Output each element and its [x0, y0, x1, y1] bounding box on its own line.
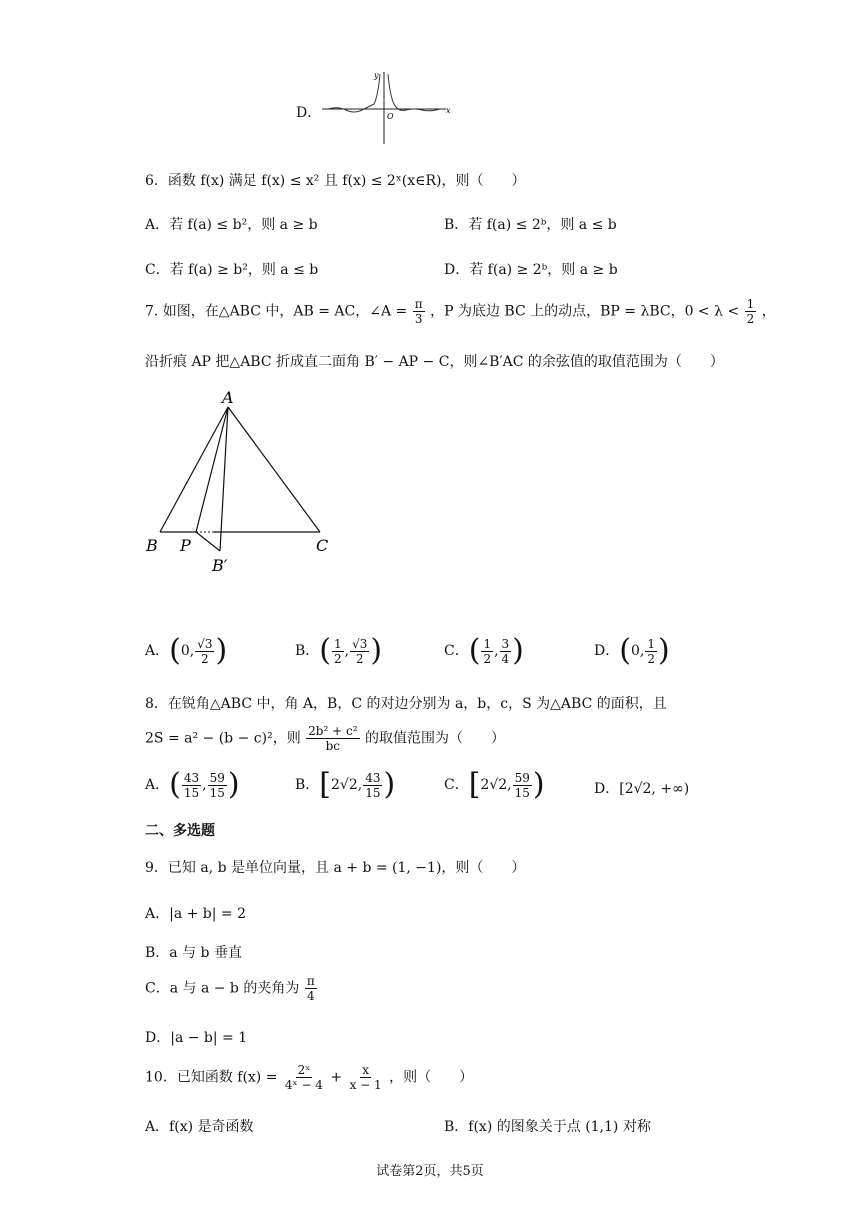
q7-lambda-fraction: [745, 297, 757, 326]
q9-option-d[interactable]: D．|a − b| = 1: [145, 1030, 248, 1046]
q7-option-c-den1: 2: [483, 651, 492, 666]
q7-option-a-den: 2: [201, 651, 209, 666]
q8-stem-suffix: 的取值范围为（ ）: [364, 730, 505, 747]
q10-frac2: [348, 1063, 384, 1092]
q7-stem-line2: 沿折痕 AP 把△ABC 折成直二面角 B′ − AP − C，则∠B′AC 的余弦值的取值范围为（ ）: [145, 354, 724, 370]
q8-option-c-left: 2√2,: [480, 777, 512, 793]
q9-option-c-den: 4: [306, 989, 315, 1003]
q7-lambda-num: 1: [746, 297, 755, 311]
q8-option-b-frac: [363, 771, 382, 800]
q7-option-d-label: D．: [594, 643, 620, 659]
fig-label-p: P: [180, 536, 191, 555]
q10-frac2-num: x: [362, 1063, 370, 1077]
q9-stem: 9．已知 a, b 是单位向量，且 a + b = (1, −1)，则（ ）: [145, 860, 526, 876]
q7-option-a-num: √3: [197, 636, 213, 651]
q8-option-c-label: C．: [444, 777, 469, 793]
q8-option-b-den: 15: [365, 785, 381, 800]
q7-option-d-frac: [645, 637, 657, 666]
q8-option-b[interactable]: B．[2√2, $\frac{43}{15}$ ): [295, 767, 396, 802]
q7-lambda-den: 2: [746, 312, 755, 326]
q7-option-b[interactable]: B．( $\frac{1}{2}$ , $\frac{√3}{2}$ ): [295, 633, 383, 668]
q7-option-c-label: C．: [444, 643, 469, 659]
q10-frac2-den: x − 1: [349, 1078, 382, 1092]
edge-pb-prime: [196, 532, 220, 551]
q10-frac1: [283, 1063, 325, 1092]
q7-option-a-frac: [195, 637, 214, 666]
q7-option-b-frac1: [332, 637, 344, 666]
q7-stem-end: ，: [761, 303, 776, 320]
q7-option-a[interactable]: A．(0, $\frac{√3}{2}$ ): [145, 633, 228, 668]
q7-angle-fraction: [413, 297, 425, 326]
fig-label-a: A: [222, 388, 234, 407]
q7-stem-prefix: 7. 如图，在△ABC 中，AB = AC，∠A =: [145, 303, 408, 320]
q9-option-a[interactable]: A．|a + b| = 2: [145, 906, 247, 922]
q8-stem-line1: 8．在锐角△ABC 中，角 A，B，C 的对边分别为 a，b，c，S 为△ABC 的面积，且: [145, 696, 667, 712]
q7-option-b-num2: √3: [352, 636, 368, 651]
section-title-multi-choice: 二、多选题: [145, 823, 215, 839]
q8-option-d[interactable]: [594, 778, 689, 798]
q7-option-d-num: 1: [647, 636, 655, 651]
q8-option-b-label: B．: [295, 777, 320, 793]
q7-option-c-num2: 3: [501, 636, 510, 651]
graph-x-label: x: [446, 106, 451, 115]
fig-label-c: C: [316, 536, 329, 555]
q7-angle-num: π: [414, 297, 423, 311]
q9-option-b[interactable]: B．a 与 b 垂直: [145, 945, 242, 961]
q8-option-a-num1: 43: [183, 770, 200, 785]
q5-option-d-graph: [318, 66, 458, 146]
edge-ap: [196, 407, 228, 532]
graph-y-label: y: [374, 71, 379, 80]
q8-option-c[interactable]: C．[2√2, $\frac{59}{15}$ ): [444, 767, 545, 802]
q7-option-a-left: 0,: [180, 643, 195, 659]
q7-option-b-den2: 2: [355, 651, 364, 666]
q7-option-a-label: A．: [145, 643, 170, 659]
q8-stem-line2: [145, 724, 505, 753]
q6-option-c[interactable]: C．若 f(a) ≥ b²，则 a ≤ b: [145, 262, 319, 278]
q10-option-a[interactable]: A．f(x) 是奇函数: [145, 1119, 254, 1135]
page-footer: 试卷第2页，共5页: [376, 1164, 484, 1179]
q7-option-c-num1: 1: [483, 636, 492, 651]
graph-curve-right: [388, 74, 440, 111]
q10-stem: [145, 1063, 473, 1092]
q8-option-a-den1: 15: [183, 785, 200, 800]
fig-label-b: B: [146, 536, 158, 555]
q6-option-a[interactable]: A．若 f(a) ≤ b²，则 a ≥ b: [145, 217, 318, 233]
q9-option-c[interactable]: [145, 974, 318, 1003]
q7-stem-mid: ，P 为底边 BC 上的动点，BP = λBC，0 < λ <: [430, 303, 740, 320]
q8-expr-num: 2b² + c²: [308, 724, 358, 738]
q8-expr-den: bc: [325, 739, 341, 753]
q7-option-b-den1: 2: [334, 651, 342, 666]
q7-option-b-num1: 1: [334, 636, 342, 651]
q10-frac1-num: 2ˣ: [297, 1063, 311, 1077]
q8-option-d-label: D．: [594, 781, 620, 797]
q8-option-c-den: 15: [514, 785, 530, 800]
q7-triangle-figure: [140, 385, 340, 585]
q7-option-c[interactable]: C．( $\frac{1}{2}$ , $\frac{3}{4}$ ): [444, 633, 524, 668]
q8-option-c-frac: [513, 771, 532, 800]
q7-option-d-left: 0,: [630, 643, 645, 659]
q9-option-c-frac: [305, 974, 317, 1003]
q7-angle-den: 3: [414, 312, 423, 326]
q8-option-a[interactable]: A．( $\frac{43}{15}$ , $\frac{59}{15}$ ): [145, 767, 240, 802]
q10-stem-prefix: 10．已知函数 f(x) =: [145, 1069, 278, 1086]
q7-option-c-frac1: [481, 637, 493, 666]
q9-option-c-num: π: [306, 974, 315, 988]
edge-ac: [228, 407, 320, 532]
q6-option-d[interactable]: D．若 f(a) ≥ 2ᵇ，则 a ≥ b: [444, 262, 618, 278]
q7-option-d-den: 2: [647, 651, 655, 666]
edge-ab: [160, 407, 228, 532]
q7-option-b-label: B．: [295, 643, 320, 659]
q10-option-b[interactable]: B．f(x) 的图象关于点 (1,1) 对称: [444, 1119, 651, 1135]
q10-frac1-den: 4ˣ − 4: [284, 1078, 323, 1092]
q8-option-a-num2: 59: [209, 770, 225, 785]
q7-option-b-frac2: [350, 637, 369, 666]
graph-origin-label: O: [387, 112, 394, 121]
q7-option-d[interactable]: D．(0, $\frac{1}{2}$ ): [594, 633, 670, 668]
q8-option-b-num: 43: [365, 770, 381, 785]
q8-option-a-frac1: [182, 771, 201, 800]
q8-option-d-body: [2√2, +∞): [619, 781, 690, 797]
q8-option-a-frac2: [208, 771, 227, 800]
q7-stem-line1: [145, 297, 776, 326]
q7-option-c-den2: 4: [501, 651, 510, 666]
q5-option-d-label: D．: [296, 105, 322, 121]
q8-stem-prefix: 2S = a² − (b − c)²，则: [145, 730, 301, 747]
graph-curve-left: [328, 74, 380, 112]
q9-option-c-prefix: C．a 与 a − b 的夹角为: [145, 980, 300, 997]
fig-label-b-prime: B′: [212, 556, 228, 575]
q10-plus: +: [330, 1069, 343, 1086]
q8-option-a-den2: 15: [209, 785, 225, 800]
q8-expr-fraction: [306, 724, 359, 753]
q6-option-b[interactable]: B．若 f(a) ≤ 2ᵇ，则 a ≤ b: [444, 217, 617, 233]
edge-ab-prime: [220, 407, 228, 551]
q7-option-c-frac2: [500, 637, 512, 666]
q8-option-a-label: A．: [145, 777, 170, 793]
q8-option-c-num: 59: [514, 770, 530, 785]
q6-stem: 6．函数 f(x) 满足 f(x) ≤ x² 且 f(x) ≤ 2ˣ(x∈R)，则（ ）: [145, 173, 526, 189]
q10-stem-suffix: ，则（ ）: [389, 1069, 474, 1086]
q8-option-b-left: 2√2,: [331, 777, 363, 793]
